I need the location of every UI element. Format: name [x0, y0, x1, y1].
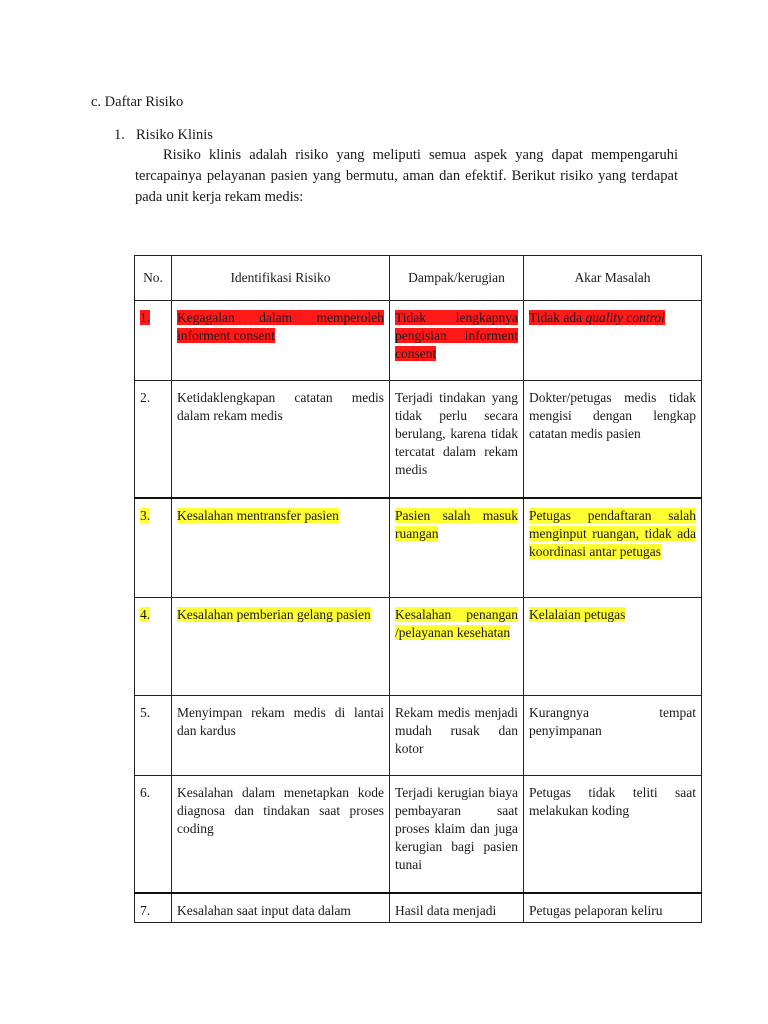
- cell-impact: Terjadi tindakan yang tidak perlu secara berulang, karena tidak tercatat dalam rekam medis: [390, 381, 524, 498]
- cell-risk: Kesalahan mentransfer pasien: [172, 498, 390, 598]
- cell-risk: Kesalahan saat input data dalam: [172, 893, 390, 923]
- cell-impact: Terjadi kerugian biaya pembayaran saat proses klaim dan juga kerugian bagi pasien tunai: [390, 776, 524, 893]
- cell-no: 1.: [135, 301, 172, 381]
- cell-no: 2.: [135, 381, 172, 498]
- cell-risk: Kesalahan pemberian gelang pasien: [172, 598, 390, 696]
- cell-impact: Tidak lengkapnya pengisian informent consent: [390, 301, 524, 381]
- header-impact: Dampak/kerugian: [390, 256, 524, 301]
- cell-no: 3.: [135, 498, 172, 598]
- table-row: [135, 776, 702, 893]
- table-header-row: [135, 256, 702, 301]
- cell-risk: Kesalahan dalam menetapkan kode diagnosa dan tindakan saat proses coding: [172, 776, 390, 893]
- subsection-heading: [114, 127, 213, 144]
- cell-impact: Pasien salah masuk ruangan: [390, 498, 524, 598]
- cell-cause: Petugas tidak teliti saat melakukan koding: [524, 776, 702, 893]
- risk-table: [134, 255, 702, 923]
- cell-cause: Dokter/petugas medis tidak mengisi dengan lengkap catatan medis pasien: [524, 381, 702, 498]
- subsection-title: Risiko Klinis: [136, 127, 213, 143]
- cell-cause: Petugas pendaftaran salah menginput ruangan, tidak ada koordinasi antar petugas: [524, 498, 702, 598]
- table-row: [135, 301, 702, 381]
- table-row: [135, 696, 702, 776]
- table-row: [135, 893, 702, 923]
- header-risk-identification: Identifikasi Risiko: [172, 256, 390, 301]
- subsection-number: 1.: [114, 127, 125, 143]
- cell-no: 7.: [135, 893, 172, 923]
- cell-no: 4.: [135, 598, 172, 696]
- cell-cause: Kurangnya tempat penyimpanan: [524, 696, 702, 776]
- cell-risk: Ketidaklengkapan catatan medis dalam rekam medis: [172, 381, 390, 498]
- cell-impact: Kesalahan penangan /pelayanan kesehatan: [390, 598, 524, 696]
- cell-impact: Hasil data menjadi: [390, 893, 524, 923]
- header-root-cause: Akar Masalah: [524, 256, 702, 301]
- header-no: No.: [135, 256, 172, 301]
- table-row: [135, 381, 702, 498]
- table-row: [135, 598, 702, 696]
- cell-cause: Tidak ada quality control: [524, 301, 702, 381]
- cell-cause: Kelalaian petugas: [524, 598, 702, 696]
- cell-cause: Petugas pelaporan keliru: [524, 893, 702, 923]
- cell-impact: Rekam medis menjadi mudah rusak dan kotor: [390, 696, 524, 776]
- section-heading: c. Daftar Risiko: [91, 94, 184, 110]
- cell-no: 5.: [135, 696, 172, 776]
- cell-risk: Kegagalan dalam memperoleh informent consent: [172, 301, 390, 381]
- table-row: [135, 498, 702, 598]
- cell-no: 6.: [135, 776, 172, 893]
- intro-paragraph: Risiko klinis adalah risiko yang meliputi semua aspek yang dapat mempengaruhi tercapainya pelayanan pasien yang bermutu, aman dan efektif. Berikut risiko yang terdapat pada unit kerja rekam medis:: [135, 147, 678, 205]
- cell-risk: Menyimpan rekam medis di lantai dan kardus: [172, 696, 390, 776]
